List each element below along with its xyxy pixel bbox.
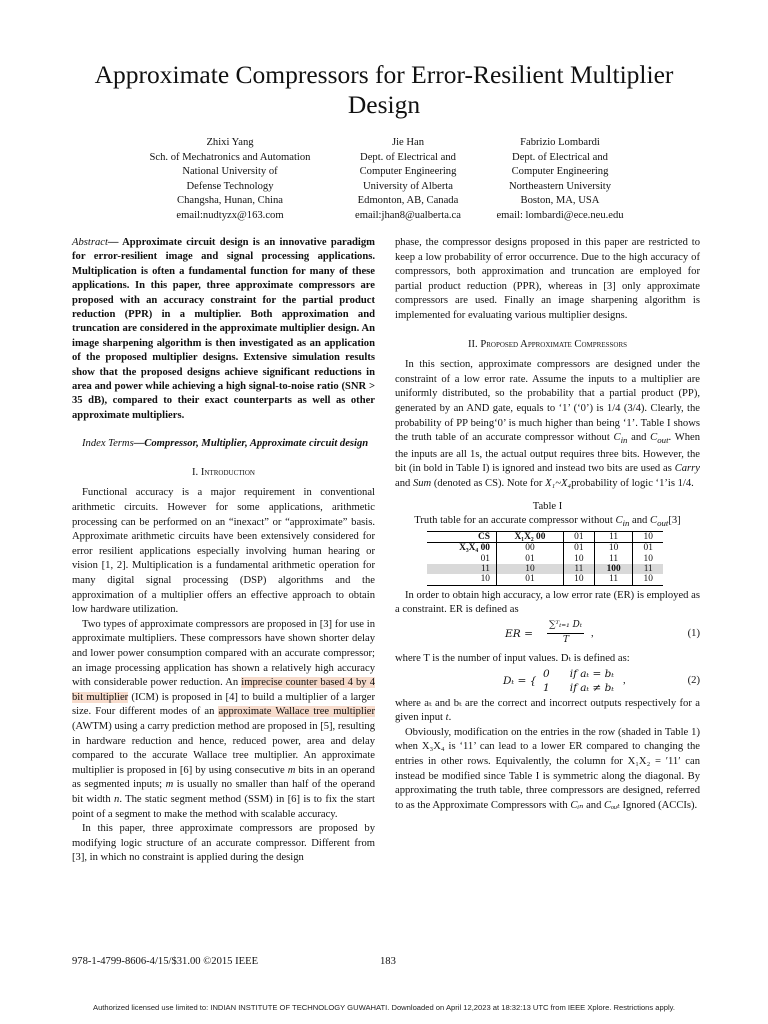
table-cell: 01 (496, 554, 563, 564)
index-terms (72, 437, 375, 452)
table-header-cell: X₁X₂ 00 (496, 531, 563, 542)
table-cell: 01 (633, 543, 663, 554)
table-cell: 11 (427, 564, 496, 574)
intro-paragraph-1: Functional accuracy is a major requirement in conventional arithmetic circuits. However for some applications, arithmetic processing can be performed on an “inexact” or “approximate” basis. Approximate arithmetic circuits have been extensively considered for error resilient applications especially involving human hearing or vision [1, 2]. Multiplication is a fundamental arithmetic operation for many digital signal processing (DSP) algorithms and the approximation of a multiplier offers an effective approach to obtain low hardware utilization. (72, 487, 375, 616)
table-cell: 10 (594, 543, 633, 554)
table-header-cell: 11 (594, 531, 633, 542)
author-affil: National University of (182, 166, 278, 177)
table-header-row (427, 531, 663, 542)
table-caption: Truth table for an accurate compressor without $C_{in}$ and $C_{out}[3]$ (414, 514, 681, 528)
author-affil: Computer Engineering (359, 166, 457, 177)
table-row (427, 574, 663, 585)
table-cell: 11 (563, 564, 594, 574)
equation-2: Dₜ = { 0 if aₜ = bₜ 1 if aₜ ≠ bₜ , (2) (503, 667, 700, 694)
table-cell: 01 (563, 543, 594, 554)
author-affil: Dept. of Electrical and (512, 151, 608, 163)
author-affil: Changsha, Hunan, China (177, 195, 283, 206)
author-affil: Dept. of Electrical and (360, 151, 456, 163)
right-paragraph-0: phase, the compressor designs proposed in this paper are restricted to keep a low probability of error occurrence. Due to the high accuracy of compressors, both approximation and truncation are employed for partial product reduction (PPR), whereas in [3] only approximate compressors are used. Finally an image sharpening algorithm is implemented for evaluating various multiplier designs. (395, 237, 700, 321)
author-block-2 (338, 136, 478, 223)
table-row (427, 554, 663, 564)
highlight-1: imprecise counter based 4 by 4 bit multiplier (72, 677, 375, 703)
table-cell: 01 (480, 553, 490, 564)
table-cell: 01 (496, 574, 563, 585)
table-cell: 10 (427, 574, 496, 585)
author-affil: Defense Technology (186, 180, 274, 192)
table-row (427, 543, 663, 554)
right-paragraph-5: Obviously, modification on the entries in the row (shaded in Table 1) when X₃X₄ is ‘11’ can lead to a lower ER compared to changing the entries in other rows. Equivalently, the column for X₁X₂ = ′11′ can instead be modified since Table I is symmetric along the diagonal. By approximating the truth table, three compressors are designed, referred to as the Approximate Compressors with Cᵢₙ and Cₒᵤₜ Ignored (ACCIs). (395, 726, 700, 811)
table-cell: 10 (563, 554, 594, 564)
abstract (72, 236, 375, 423)
page-number: 183 (380, 956, 396, 967)
table-title: Table I (532, 500, 563, 512)
highlight-2: approximate Wallace tree multiplier (218, 706, 376, 718)
index-terms-text: —Compressor, Multiplier, Approximate circuit design (133, 438, 369, 450)
author-affil: Sch. of Mechatronics and Automation (149, 151, 311, 163)
author-email: email: lombardi@ece.neu.edu (496, 209, 624, 221)
table-cell: 10 (563, 574, 594, 585)
author-affil: Computer Engineering (511, 166, 609, 177)
table-cell: 11 (633, 564, 663, 574)
table-cell: 00 (496, 543, 563, 554)
right-paragraph-3: where T is the number of input values. Dₜ is defined as: (395, 652, 630, 664)
table-cell: 11 (594, 554, 633, 564)
license-notice: Authorized licensed use limited to: INDIAN INSTITUTE OF TECHNOLOGY GUWAHATI. Downloaded on April 12,2023 at 18:32:13 UTC from IEEE Xplore. Restrictions apply. (93, 1003, 675, 1012)
truth-table (427, 531, 663, 586)
section-heading-1: I. Introduction (192, 466, 255, 478)
abstract-lead: Abstract (72, 237, 108, 248)
paper-title: Approximate Compressors for Error-Resilient Multiplier Design (94, 60, 674, 119)
author-affil: Northeastern University (508, 180, 612, 192)
author-name: Zhixi Yang (206, 137, 254, 148)
author-name: Fabrizio Lombardi (520, 137, 600, 148)
left-column (72, 236, 375, 866)
index-terms-lead: Index Terms (82, 438, 134, 450)
author-block-3 (480, 136, 640, 223)
right-column (395, 236, 700, 813)
table-cell: X₃X₄ 00 (459, 543, 490, 554)
equation-1: ER = ∑ᵀₜ₌₁ Dₜ T , (1) (505, 619, 700, 645)
table-cell-bold: 100 (594, 564, 633, 574)
author-block-1 (130, 136, 330, 223)
author-affil: Boston, MA, USA (520, 195, 600, 206)
author-email: email:nudtyzx@163.com (176, 209, 284, 221)
section-heading-2: II. Proposed Approximate Compressors (467, 338, 628, 350)
table-header-cell: CS (427, 531, 496, 542)
table-cell: 10 (496, 564, 563, 574)
table-cell: 10 (633, 554, 663, 564)
author-email: email:jhan8@ualberta.ca (355, 209, 461, 221)
author-affil: Edmonton, AB, Canada (357, 195, 459, 206)
table-cell: 11 (594, 574, 633, 585)
table-header-cell: 01 (563, 531, 594, 542)
intro-paragraph-3: In this paper, three approximate compressors are proposed by modifying logic structure of an accurate compressor. Different from [3], in which no constraint is applied during the design (72, 823, 375, 864)
table-cell: 10 (633, 574, 663, 585)
intro-paragraph-2: Two types of approximate compressors are proposed in [3] for use in approximate multipliers. These compressors have shown shorter delay and lower power consumption compared with an accurate compressor; an image processing application has shown a relatively high accuracy with considerable power reduction. An imprecise counter based 4 by 4 bit multiplier (ICM) is proposed in [4] to build a multiplier of a larger size. Four different modes of an approximate Wallace tree multiplier (AWTM) using a carry prediction method are proposed in [5], resulting in hardware reduction and hence, reduced power, area and delay compared to the accurate Wallace tree multiplier. An approximate multiplier is proposed in [6] by using consecutive m bits in an operand as segmented inputs; m is usually no smaller than half of the operand bit width n. The static segment method (SSM) in [6] is to fix the start point of a segment to make the method with scalable accuracy. (72, 618, 376, 820)
right-paragraph-4: where aₜ and bₜ are the correct and incorrect outputs respectively for a given input t. (395, 697, 700, 724)
author-name: Jie Han (391, 137, 425, 148)
table-row-shaded (427, 564, 663, 574)
abstract-text: — Approximate circuit design is an innovative paradigm for error-resilient image and signal processing applications. Multiplication is often a fundamental function for many of these applications. In this paper, three approximate compressors are proposed with an accuracy constraint for the partial product reduction (PPR) in a multiplier. Both approximation and truncation are considered in the approximate multiplier design. An image sharpening algorithm is then investigated as an application of the proposed multiplier designs. Extensive simulation results show that the proposed designs achieve significant reductions in area and power while achieving a high signal-to-noise ratio (SNR > 35 dB), compared to their exact counterparts as well as other approximate multipliers. (72, 237, 375, 421)
right-paragraph-1: In this section, approximate compressors are designed under the constraint of a low error rate. Assume the inputs to a multiplier are uniformly distributed, so the probability that a partial product (PP), generated by an AND gate, equals to ‘1’ (‘0’) is 1/4 (3/4). Clearly, the probability of PP being‘0’ is much higher than being ‘1’. Table I shows the truth table of an accurate compressor without $C_{in}$ and $C_{out}$. When the inputs are all 1s, the actual output requires three bits. However, the bit (in bold in Table I) is ignored and instead two bits are used as Carry and Sum (denoted as CS). Note for X₁~X₄probability of logic ‘1’is 1/4. (395, 359, 700, 490)
author-affil: University of Alberta (362, 180, 454, 192)
footer-isbn: 978-1-4799-8606-4/15/$31.00 ©2015 IEEE (72, 956, 259, 967)
table-header-cell: 10 (633, 531, 663, 542)
right-paragraph-2: In order to obtain high accuracy, a low error rate (ER) is employed as a constraint. ER is defined as (395, 589, 700, 616)
